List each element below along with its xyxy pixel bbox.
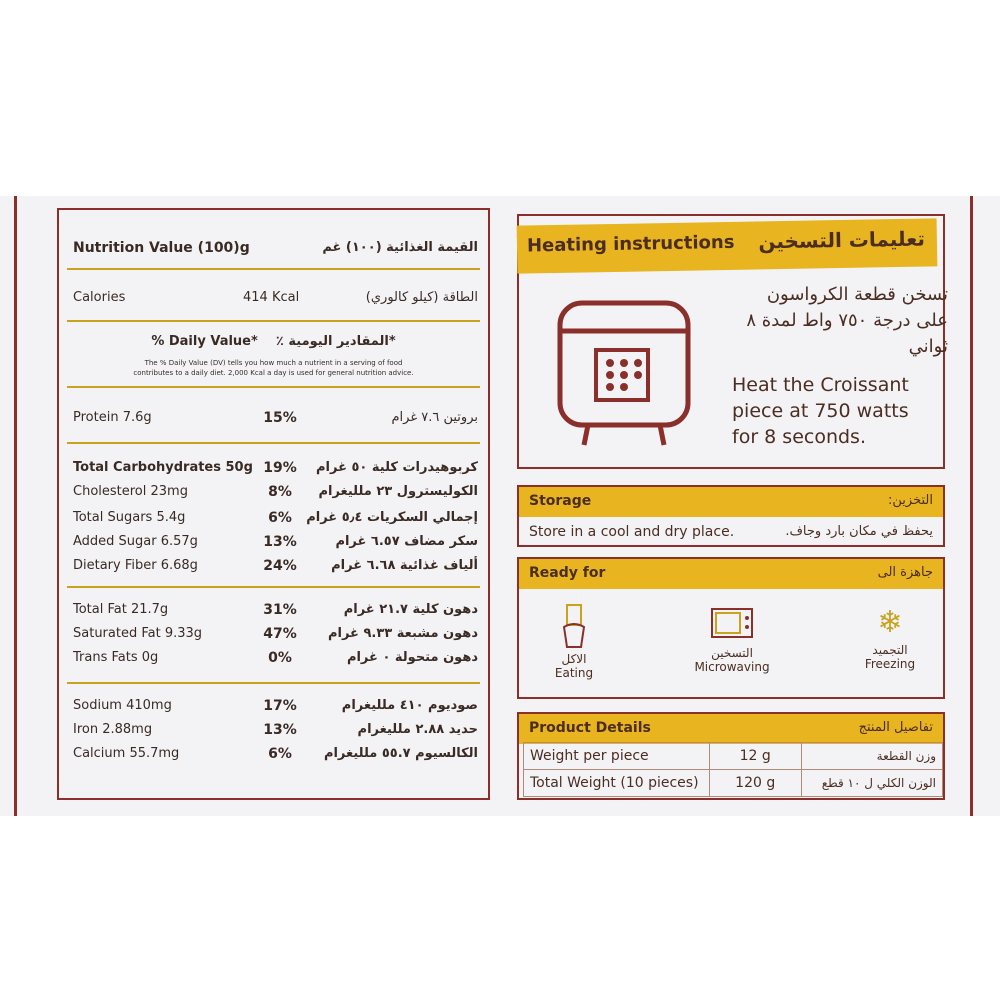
storage-title-ar: التخزين:	[888, 493, 933, 508]
nutrition-header	[73, 240, 478, 264]
nutrient-row	[73, 460, 478, 484]
nutrient-pct: 24%	[263, 558, 297, 574]
product-header-band	[519, 714, 943, 744]
nutrient-pct: 17%	[263, 698, 297, 714]
footnote-line: contributes to a daily diet. 2,000 Kcal a day is used for general nutrition advice.	[133, 369, 414, 377]
heating-text-ar: تسخن قطعة الكرواسون على درجة ٧٥٠ واط لمدة ٨ ثواني	[746, 284, 948, 357]
product-details-box	[517, 712, 945, 800]
nutrient-ar: صوديوم ٤١٠ ملليغرام	[341, 698, 478, 713]
nutrient-row	[73, 510, 478, 534]
nutrition-title-en: Nutrition Value (100)g	[73, 240, 250, 256]
nutrient-row	[73, 602, 478, 626]
nutrient-en: Saturated Fat 9.33g	[73, 626, 203, 641]
nutrition-title-ar: القيمة الغذائية (١٠٠) غم	[322, 240, 478, 255]
nutrient-row	[73, 410, 478, 434]
nutrient-ar: الكوليسترول ٢٣ ملليغرام	[318, 484, 478, 499]
divider	[67, 268, 480, 270]
nutrient-en: Added Sugar 6.57g	[73, 534, 198, 549]
product-title-en: Product Details	[529, 720, 651, 736]
nutrient-pct: 47%	[263, 626, 297, 642]
divider	[67, 320, 480, 322]
nutrient-pct: 19%	[263, 460, 297, 476]
nutrient-en: Trans Fats 0g	[73, 650, 159, 665]
nutrient-ar: كربوهيدرات كلية ٥٠ غرام	[316, 460, 478, 475]
ready-item-eating	[519, 603, 629, 680]
daily-value-ar: ٪ المقادير اليومية*	[275, 334, 396, 349]
ready-title-en: Ready for	[529, 565, 606, 581]
divider	[67, 386, 480, 388]
ready-item-en: Freezing	[864, 657, 916, 671]
nutrient-pct: 6%	[268, 510, 292, 526]
product-row-en: Total Weight (10 pieces)	[524, 770, 710, 797]
product-row-en: Weight per piece	[524, 743, 710, 770]
ready-item-ar: التسخين	[711, 646, 753, 660]
ready-header-band	[519, 559, 943, 589]
nutrient-ar: بروتين ٧.٦ غرام	[391, 410, 478, 425]
footnote-line: The % Daily Value (DV) tells you how much a nutrient in a serving of food	[144, 359, 403, 367]
daily-value-footnote	[59, 358, 488, 378]
nutrient-en: Total Fat 21.7g	[73, 602, 169, 617]
ready-item-ar: التجميد	[872, 643, 908, 657]
ready-item-freezing	[835, 603, 945, 671]
product-row-value: 12 g	[709, 743, 801, 770]
nutrition-panel	[57, 208, 490, 800]
nutrient-ar: إجمالي السكريات ٥٫٤ غرام	[306, 510, 478, 525]
ready-for-box	[517, 557, 945, 699]
hand-croissant-icon	[559, 603, 589, 649]
heating-title-en: Heating instructions	[526, 231, 735, 257]
calories-value: 414 Kcal	[243, 290, 300, 305]
nutrient-en: Calcium 55.7mg	[73, 746, 180, 761]
heating-title-ar: تعليمات التسخين	[758, 226, 926, 254]
divider	[67, 682, 480, 684]
nutrient-ar: الكالسيوم ٥٥.٧ ملليغرام	[323, 746, 478, 761]
nutrient-row	[73, 626, 478, 650]
nutrient-en: Dietary Fiber 6.68g	[73, 558, 198, 573]
nutrient-row	[73, 484, 478, 508]
calories-row	[73, 290, 478, 314]
nutrient-en: Total Carbohydrates 50g	[73, 460, 253, 475]
product-row-ar: الوزن الكلي ل ١٠ قطع	[801, 770, 942, 797]
divider	[67, 586, 480, 588]
microwave-small-icon	[710, 603, 754, 643]
nutrient-ar: دهون متحولة ٠ غرام	[346, 650, 478, 665]
nutrient-pct: 0%	[268, 650, 292, 666]
product-title-ar: تفاصيل المنتج	[858, 720, 933, 735]
nutrient-pct: 13%	[263, 534, 297, 550]
snowflake-icon: ❄	[877, 605, 903, 640]
nutrient-ar: حديد ٢.٨٨ ملليغرام	[357, 722, 478, 737]
calories-ar: الطاقة (كيلو كالوري)	[365, 290, 478, 305]
nutrient-en: Protein 7.6g	[73, 410, 152, 425]
nutrient-en: Cholesterol 23mg	[73, 484, 188, 499]
divider	[67, 442, 480, 444]
nutrient-row	[73, 746, 478, 770]
daily-value-heading	[59, 334, 488, 349]
product-row-ar: وزن القطعة	[801, 743, 942, 770]
storage-header-band	[519, 487, 943, 517]
nutrient-en: Total Sugars 5.4g	[73, 510, 186, 525]
product-row-value: 120 g	[709, 770, 801, 797]
heating-header-band	[517, 218, 938, 273]
nutrient-pct: 15%	[263, 410, 297, 426]
ready-item-en: Microwaving	[694, 660, 770, 674]
nutrient-pct: 31%	[263, 602, 297, 618]
nutrient-row	[73, 650, 478, 674]
nutrient-pct: 8%	[268, 484, 292, 500]
table-row	[524, 743, 943, 770]
nutrient-en: Iron 2.88mg	[73, 722, 153, 737]
nutrient-row	[73, 722, 478, 746]
nutrient-row	[73, 534, 478, 558]
ready-item-en: Eating	[554, 666, 594, 680]
ready-item-ar: الاكل	[561, 652, 587, 666]
calories-label: Calories	[73, 290, 126, 305]
table-row	[524, 770, 943, 797]
ready-title-ar: جاهزة الى	[877, 565, 933, 580]
nutrient-ar: دهون كلية ٢١.٧ غرام	[343, 602, 478, 617]
label-edge-left	[14, 196, 17, 816]
ready-item-microwaving	[677, 603, 787, 674]
storage-text-ar: يحفظ في مكان بارد وجاف.	[785, 524, 933, 539]
heating-text-en: Heat the Croissant piece at 750 watts for 8 seconds.	[732, 374, 909, 448]
nutrient-ar: دهون مشبعة ٩.٣٣ غرام	[327, 626, 478, 641]
nutrient-en: Sodium 410mg	[73, 698, 172, 713]
nutrient-pct: 13%	[263, 722, 297, 738]
daily-value-en: % Daily Value*	[151, 334, 258, 349]
storage-title-en: Storage	[529, 493, 592, 509]
nutrient-row	[73, 698, 478, 722]
storage-text-en: Store in a cool and dry place.	[529, 524, 735, 540]
label-edge-right	[970, 196, 973, 816]
storage-box	[517, 485, 945, 547]
nutrient-row	[73, 558, 478, 582]
nutrient-ar: سكر مضاف ٦.٥٧ غرام	[335, 534, 478, 549]
nutrient-ar: ألياف غذائية ٦.٦٨ غرام	[331, 558, 478, 573]
microwave-icon	[552, 295, 712, 455]
product-details-table	[523, 742, 943, 797]
nutrient-pct: 6%	[268, 746, 292, 762]
